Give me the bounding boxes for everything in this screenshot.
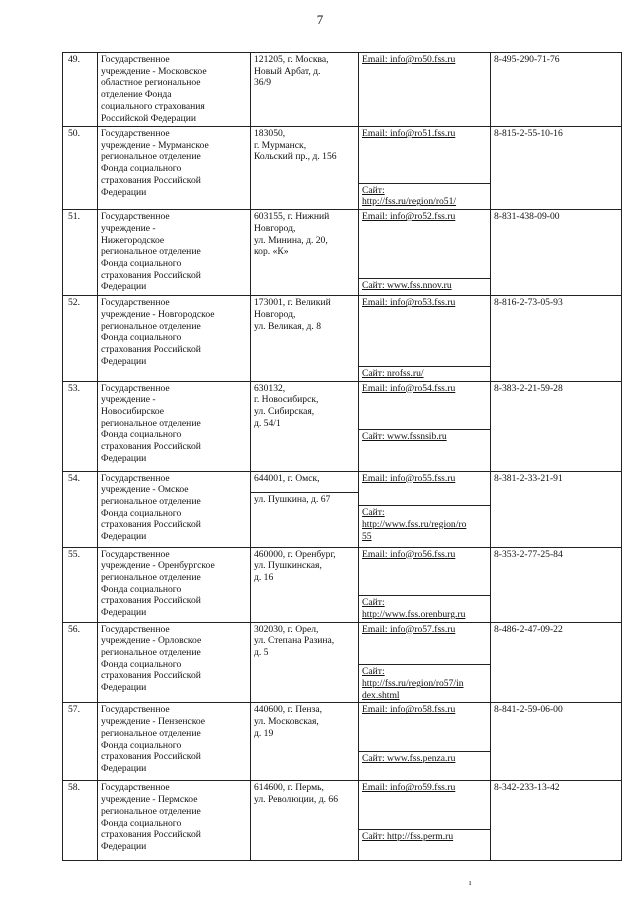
institution-name-line: Фонда социального (101, 163, 182, 175)
institution-name-line: Федерации (101, 531, 147, 543)
institution-name (98, 703, 251, 781)
address-line: кор. «К» (254, 246, 289, 258)
address-line: д. 5 (254, 647, 269, 659)
institution-name-line: Государственное (101, 54, 170, 65)
institution-name-line: Фонда социального (101, 739, 182, 751)
table-row (63, 127, 622, 210)
website-line: 55 (362, 530, 372, 542)
address-line: Новый Арбат, д. (254, 65, 321, 77)
contacts-cell (359, 381, 491, 471)
institution-name-line: Государственное (101, 548, 170, 560)
website-line: Сайт: (362, 666, 385, 678)
address-line: 614600, г. Пермь, (254, 782, 324, 794)
institution-name (98, 210, 251, 296)
table-row (63, 210, 622, 296)
institution-name-line: учреждение - Московское (101, 65, 207, 77)
address-line: ул. Пушкина, д. 67 (254, 494, 331, 506)
website-line: http://fss.ru/region/ro57/in (362, 678, 464, 690)
address (251, 53, 359, 127)
address (251, 622, 359, 703)
institution-name (98, 127, 251, 210)
phone-number: 8-381-2-33-21-91 (491, 471, 622, 547)
website-line: Сайт: www.fss.penza.ru (362, 753, 456, 765)
website-link[interactable] (359, 183, 490, 209)
phone-number: 8-841-2-59-06-00 (491, 703, 622, 781)
institution-name-line: региональное отделение (101, 727, 201, 739)
row-number: 52. (63, 296, 98, 381)
institution-name-line: Государственное (101, 472, 170, 484)
page-number: 7 (316, 12, 324, 27)
institution-name (98, 622, 251, 703)
address-line: 173001, г. Великий (254, 297, 331, 309)
institution-name-line: учреждение - Пермское (101, 794, 198, 806)
institution-name-line: учреждение - (101, 394, 156, 406)
address-line: ул. Степана Разина, (254, 635, 335, 647)
address (251, 381, 359, 471)
address-line: г. Мурманск, (254, 139, 307, 151)
institution-name-line: учреждение - Оренбургское (101, 560, 215, 572)
institution-name-line: Федерации (101, 355, 147, 367)
phone-number: 8-831-438-09-00 (491, 210, 622, 296)
contacts-cell (359, 471, 491, 547)
institution-name-line: страхования Российской (101, 269, 201, 281)
institution-name-line: областное региональное (101, 77, 201, 89)
row-number: 50. (63, 127, 98, 210)
institution-name-line: Федерации (101, 762, 147, 774)
institution-name-line: страхования Российской (101, 519, 201, 531)
website-line: Сайт: www.fss.nnov.ru (362, 279, 452, 291)
contacts-cell (359, 703, 491, 781)
row-number: 55. (63, 547, 98, 622)
table-row (63, 547, 622, 622)
table-row (63, 471, 622, 547)
institution-name-line: региональное отделение (101, 246, 201, 258)
contacts-cell (359, 210, 491, 296)
contacts-cell (359, 547, 491, 622)
institution-name-line: региональное отделение (101, 151, 201, 163)
institution-name-line: страхования Российской (101, 595, 201, 607)
website-line: Сайт: (362, 507, 385, 519)
institution-name (98, 381, 251, 471)
contacts-cell (359, 53, 491, 127)
address-line: 121205, г. Москва, (254, 54, 329, 65)
website-line: Сайт: nrofss.ru/ (362, 367, 424, 379)
website-link[interactable] (359, 664, 490, 702)
address-line: 630132, (254, 382, 286, 394)
website-link[interactable] (359, 751, 490, 766)
address-line: ул. Пушкинская, (254, 560, 322, 572)
institution-name-line: страхования Российской (101, 441, 201, 453)
website-line: dex.shtml (362, 689, 400, 701)
institution-name-line: Государственное (101, 128, 170, 139)
institution-name-line: Фонда социального (101, 257, 182, 269)
address-line: 302030, г. Орел, (254, 623, 319, 635)
website-line: http://www.fss.ru/region/ro (362, 518, 467, 530)
institution-name-line: Фонда социального (101, 583, 182, 595)
institution-name-line: Федерации (101, 682, 147, 694)
address-line: ул. Минина, д. 20, (254, 234, 328, 246)
address-line: 36/9 (254, 77, 272, 89)
institution-name-line: региональное отделение (101, 571, 201, 583)
institution-name-line: Фонда социального (101, 817, 182, 829)
institution-name-line: Государственное (101, 623, 170, 635)
institution-name-line: социального страхования (101, 100, 205, 112)
row-number: 49. (63, 53, 98, 127)
website-link[interactable] (359, 278, 490, 293)
address-line: ул. Московская, (254, 716, 319, 728)
institution-name-line: Государственное (101, 297, 170, 309)
address (251, 127, 359, 210)
row-number: 53. (63, 381, 98, 471)
email-link[interactable]: Email: info@ro56.fss.ru (362, 548, 456, 560)
address-line: г. Новосибирск, (254, 394, 319, 406)
contacts-cell (359, 781, 491, 861)
email-link[interactable]: Email: info@ro53.fss.ru (362, 297, 456, 309)
email-link[interactable]: Email: info@ro54.fss.ru (362, 382, 456, 394)
address-line: ул. Революции, д. 66 (254, 794, 338, 806)
website-line: Сайт: http://fss.perm.ru (362, 831, 454, 843)
row-number: 57. (63, 703, 98, 781)
website-line: http://fss.ru/region/ro51/ (362, 196, 457, 208)
institution-name-line: Федерации (101, 607, 147, 619)
address (251, 210, 359, 296)
institution-name-line: региональное отделение (101, 320, 201, 332)
address-line: Новгород, (254, 308, 296, 320)
address-line: Кольский пр., д. 156 (254, 151, 337, 163)
institution-name-line: Новосибирское (101, 405, 165, 417)
website-line: Сайт: (362, 184, 385, 196)
table-row (63, 53, 622, 127)
institution-name-line: отделение Фонда (101, 89, 172, 101)
address-line: 644001, г. Омск, (254, 472, 320, 484)
institution-name-line: Фонда социального (101, 507, 182, 519)
address-street (251, 492, 358, 507)
email-link[interactable]: Email: info@ro57.fss.ru (362, 623, 456, 635)
website-line: Сайт: (362, 597, 385, 609)
institution-name-line: Фонда социального (101, 429, 182, 441)
institution-name-line: страхования Российской (101, 829, 201, 841)
institution-name-line: Нижегородское (101, 234, 165, 246)
institution-name-line: страхования Российской (101, 751, 201, 763)
phone-number: 8-495-290-71-76 (491, 53, 622, 127)
institution-name-line: Федерации (101, 186, 147, 198)
phone-number: 8-486-2-47-09-22 (491, 622, 622, 703)
email-link[interactable]: Email: info@ro59.fss.ru (362, 782, 456, 794)
email-link[interactable]: Email: info@ro50.fss.ru (362, 54, 456, 65)
institution-name-line: учреждение - Мурманское (101, 139, 209, 151)
institution-name-line: Фонда социального (101, 658, 182, 670)
website-link[interactable] (359, 829, 490, 844)
institution-name-line: региональное отделение (101, 417, 201, 429)
institution-name-line: страхования Российской (101, 343, 201, 355)
address-line: д. 16 (254, 571, 274, 583)
phone-number: 8-353-2-77-25-84 (491, 547, 622, 622)
address (251, 471, 359, 547)
website-link[interactable] (359, 366, 490, 381)
institution-name-line: Федерации (101, 452, 147, 464)
institution-name-line: Государственное (101, 782, 170, 794)
row-number: 58. (63, 781, 98, 861)
address (251, 703, 359, 781)
address-line: 460000, г. Оренбург, (254, 548, 336, 560)
table-row (63, 296, 622, 381)
website-line: http://www.fss.orenburg.ru (362, 608, 466, 620)
address-line: д. 19 (254, 727, 274, 739)
table-row (63, 381, 622, 471)
footer-mark: ı (469, 878, 472, 887)
institution-name-line: учреждение - Омское (101, 484, 189, 496)
table-row (63, 703, 622, 781)
address (251, 296, 359, 381)
address-line: 603155, г. Нижний (254, 211, 330, 223)
address (251, 781, 359, 861)
address-line: Новгород, (254, 222, 296, 234)
institution-name-line: региональное отделение (101, 647, 201, 659)
institution-name-line: региональное отделение (101, 495, 201, 507)
contacts-cell (359, 296, 491, 381)
address (251, 547, 359, 622)
institution-name-line: Российской Федерации (101, 112, 196, 124)
email-link[interactable]: Email: info@ro51.fss.ru (362, 128, 456, 139)
institution-name-line: Государственное (101, 211, 170, 223)
institution-name-line: Федерации (101, 281, 147, 293)
table-row (63, 622, 622, 703)
contacts-cell (359, 127, 491, 210)
institution-name (98, 296, 251, 381)
institution-name (98, 781, 251, 861)
phone-number: 8-342-233-13-42 (491, 781, 622, 861)
institution-name-line: Федерации (101, 840, 147, 852)
institution-name-line: Государственное (101, 382, 170, 394)
institution-name-line: учреждение - Новгородское (101, 308, 215, 320)
row-number: 54. (63, 471, 98, 547)
email-link[interactable]: Email: info@ro52.fss.ru (362, 211, 456, 223)
website-line: Сайт: www.fssnsib.ru (362, 431, 447, 443)
institution-name-line: страхования Российской (101, 174, 201, 186)
institution-name-line: учреждение - (101, 222, 156, 234)
fss-offices-table (62, 52, 622, 861)
phone-number: 8-816-2-73-05-93 (491, 296, 622, 381)
institution-name-line: Государственное (101, 704, 170, 716)
address-line: 440600, г. Пенза, (254, 704, 322, 716)
row-number: 56. (63, 622, 98, 703)
website-link[interactable] (359, 429, 490, 444)
institution-name-line: Фонда социального (101, 332, 182, 344)
website-link[interactable] (359, 505, 490, 543)
address-line: ул. Великая, д. 8 (254, 320, 321, 332)
phone-number: 8-383-2-21-59-28 (491, 381, 622, 471)
institution-name (98, 53, 251, 127)
email-link[interactable]: Email: info@ro55.fss.ru (362, 472, 456, 484)
table-row (63, 781, 622, 861)
row-number: 51. (63, 210, 98, 296)
website-link[interactable] (359, 595, 490, 621)
institution-name-line: учреждение - Пензенское (101, 716, 206, 728)
institution-name-line: страхования Российской (101, 670, 201, 682)
institution-name (98, 547, 251, 622)
institution-name-line: региональное отделение (101, 805, 201, 817)
address-line: 183050, (254, 128, 286, 139)
contacts-cell (359, 622, 491, 703)
institution-name-line: учреждение - Орловское (101, 635, 202, 647)
phone-number: 8-815-2-55-10-16 (491, 127, 622, 210)
institution-name (98, 471, 251, 547)
email-link[interactable]: Email: info@ro58.fss.ru (362, 704, 456, 716)
address-line: ул. Сибирская, (254, 405, 315, 417)
address-line: д. 54/1 (254, 417, 281, 429)
